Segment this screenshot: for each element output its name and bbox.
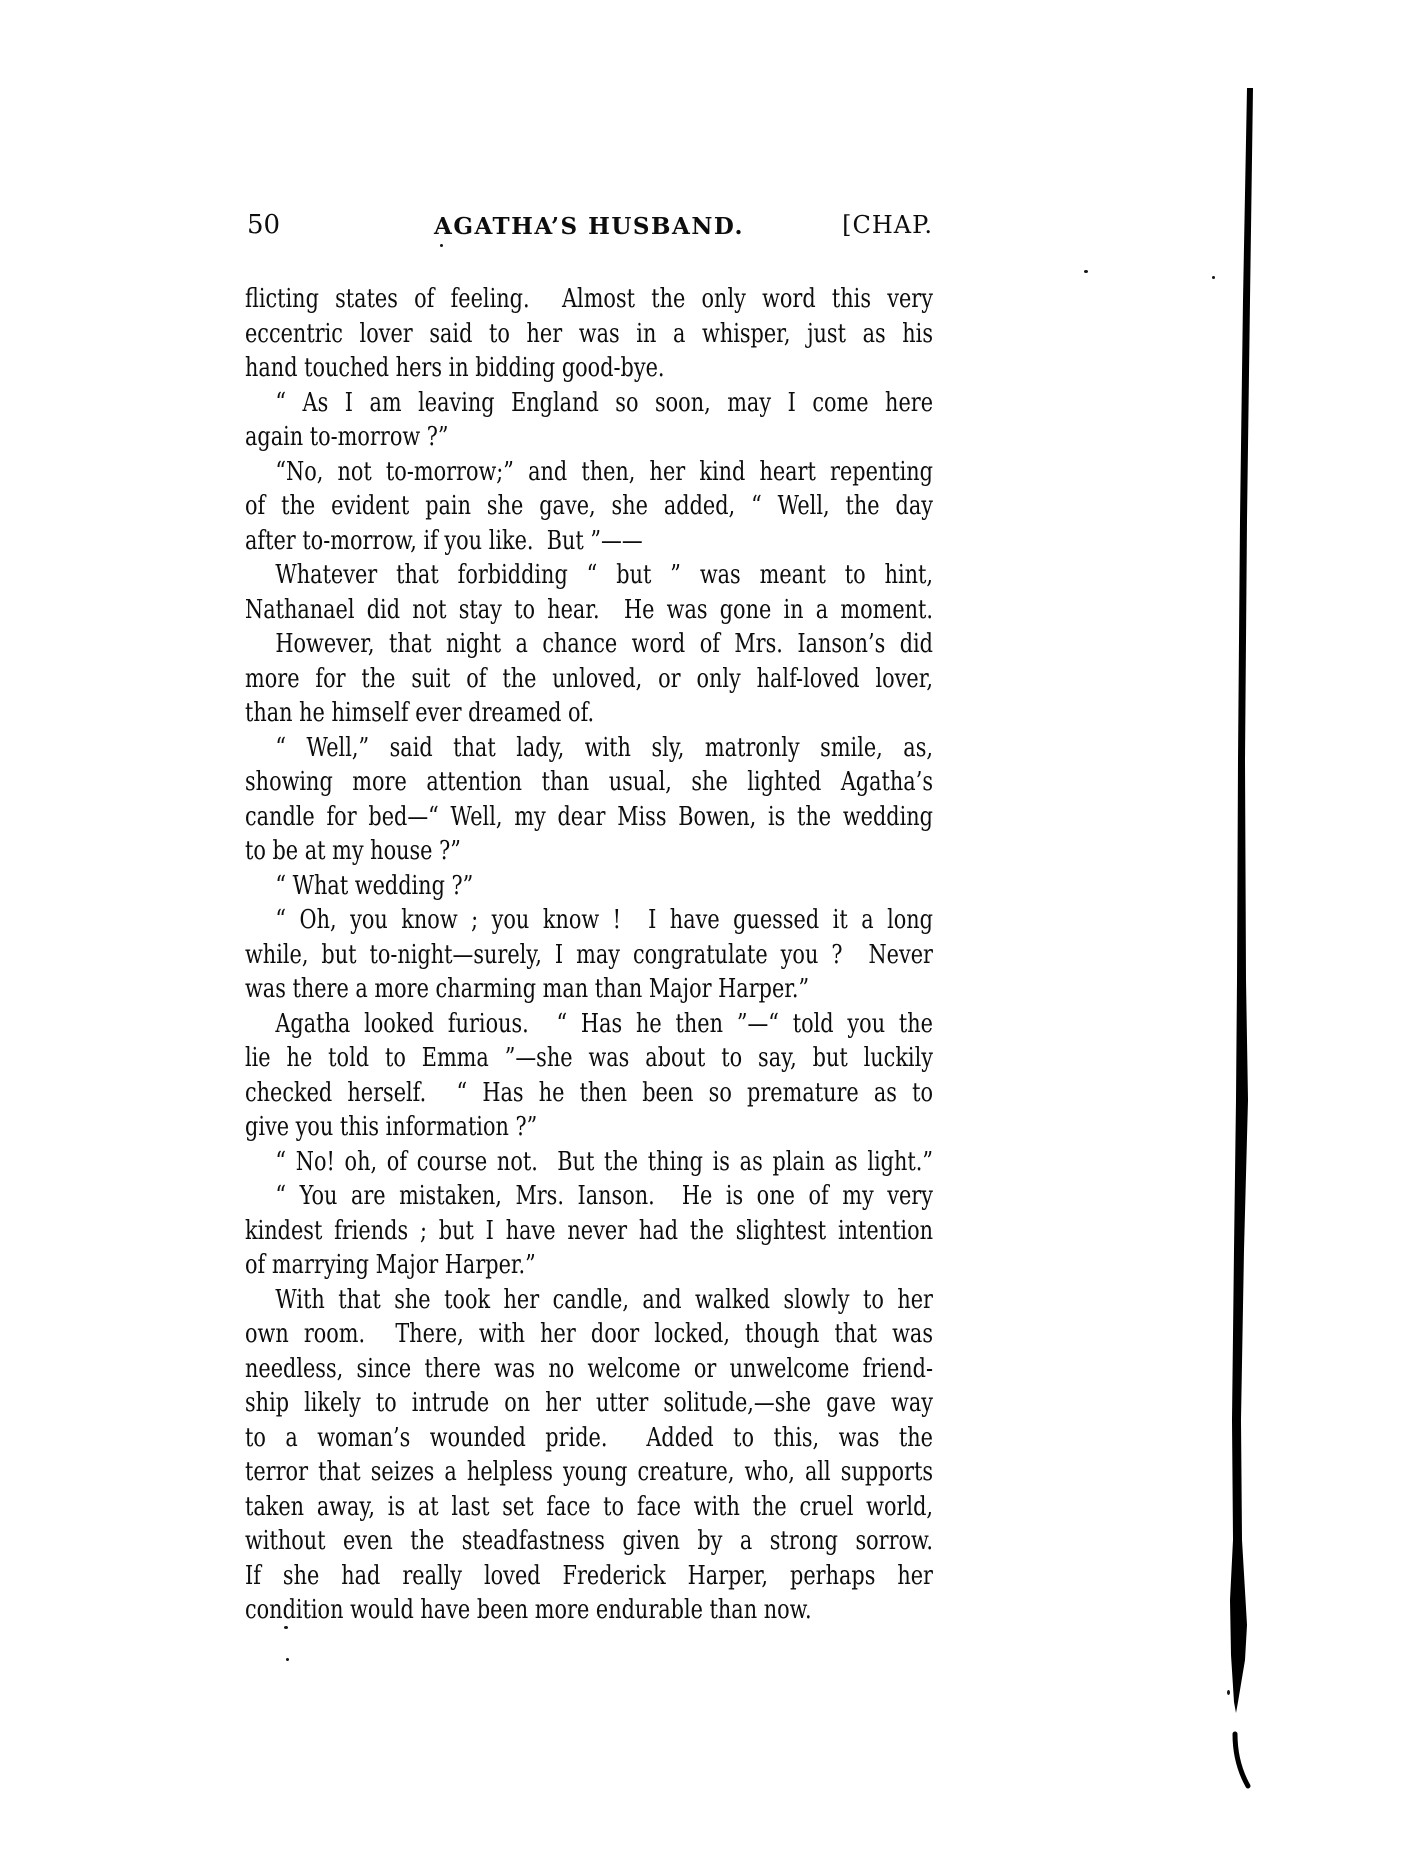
text-line: “ Well,” said that lady, with sly, matronly smile, as, — [275, 732, 933, 763]
text-line: of marrying Major Harper.” — [245, 1250, 536, 1280]
text-line: candle for bed—“ Well, my dear Miss Bowen, is the wedding — [245, 801, 933, 832]
text-line: was there a more charming man than Major Harper.” — [245, 974, 810, 1004]
body-text — [245, 282, 933, 1628]
page-header — [245, 210, 933, 244]
ink-speck — [286, 1658, 289, 1661]
text-line: Whatever that forbidding “ but ” was meant to hint, — [275, 560, 933, 590]
text-line: Agatha looked furious. “ Has he then ”—“ told you the — [275, 1008, 933, 1039]
text-line: lie he told to Emma ”—she was about to say, but luckily — [245, 1043, 933, 1073]
text-line: “ You are mistaken, Mrs. Ianson. He is one of my very — [275, 1181, 933, 1211]
page-number: 50 — [247, 210, 281, 240]
text-line: “No, not to-morrow;” and then, her kind heart repenting — [275, 456, 933, 487]
text-line: If she had really loved Frederick Harper, perhaps her — [245, 1560, 933, 1591]
text-line: than he himself ever dreamed of. — [245, 698, 595, 728]
running-title: AGATHA’S HUSBAND. — [433, 213, 744, 240]
ink-speck — [1212, 276, 1215, 279]
text-line: condition would have been more endurable than now. — [245, 1595, 812, 1625]
text-line: checked herself. “ Has he then been so premature as to — [245, 1077, 933, 1108]
text-line: to be at my house ?” — [245, 836, 461, 866]
text-line: With that she took her candle, and walked slowly to her — [275, 1284, 933, 1315]
text-line: own room. There, with her door locked, though that was — [245, 1319, 933, 1349]
text-line: again to-morrow ?” — [245, 422, 449, 452]
text-line: kindest friends ; but I have never had the slightest intention — [245, 1215, 933, 1246]
text-line: “ As I am leaving England so soon, may I come here — [275, 387, 933, 418]
ink-speck — [1084, 270, 1088, 273]
binding-scan-line — [1220, 80, 1265, 1810]
text-line: “ What wedding ?” — [275, 870, 474, 901]
text-line: However, that night a chance word of Mrs. Ianson’s did — [275, 629, 933, 659]
text-line: more for the suit of the unloved, or only half-loved lover, — [245, 663, 933, 694]
text-line: taken away, is at last set face to face with the cruel world, — [245, 1491, 933, 1522]
text-line: needless, since there was no welcome or unwelcome friend- — [245, 1353, 933, 1384]
ink-speck — [284, 1626, 288, 1629]
chapter-marker: [CHAP. — [842, 211, 933, 239]
text-line: “ Oh, you know ; you know ! I have guessed it a long — [275, 905, 933, 935]
text-line: of the evident pain she gave, she added, “ Well, the day — [245, 491, 933, 521]
ink-speck — [1227, 1690, 1230, 1695]
text-line: after to-morrow, if you like. But ”—— — [245, 525, 643, 556]
text-line: to a woman’s wounded pride. Added to this, was the — [245, 1422, 933, 1453]
text-line: flicting states of feeling. Almost the only word this very — [245, 284, 933, 314]
text-line: ship likely to intrude on her utter solitude,—she gave way — [245, 1388, 933, 1418]
ink-speck — [440, 244, 443, 247]
text-line: without even the steadfastness given by a strong sorrow. — [245, 1526, 933, 1556]
text-line: eccentric lover said to her was in a whisper, just as his — [245, 318, 933, 349]
text-line: hand touched hers in bidding good-bye. — [245, 353, 665, 383]
text-line: while, but to-night—surely, I may congratulate you ? Never — [245, 939, 933, 970]
text-line: terror that seizes a helpless young creature, who, all supports — [245, 1457, 933, 1487]
text-line: Nathanael did not stay to hear. He was gone in a moment. — [245, 594, 933, 625]
text-line: give you this information ?” — [245, 1112, 538, 1142]
text-line: “ No! oh, of course not. But the thing is as plain as light.” — [275, 1146, 933, 1177]
text-line: showing more attention than usual, she lighted Agatha’s — [245, 767, 933, 797]
